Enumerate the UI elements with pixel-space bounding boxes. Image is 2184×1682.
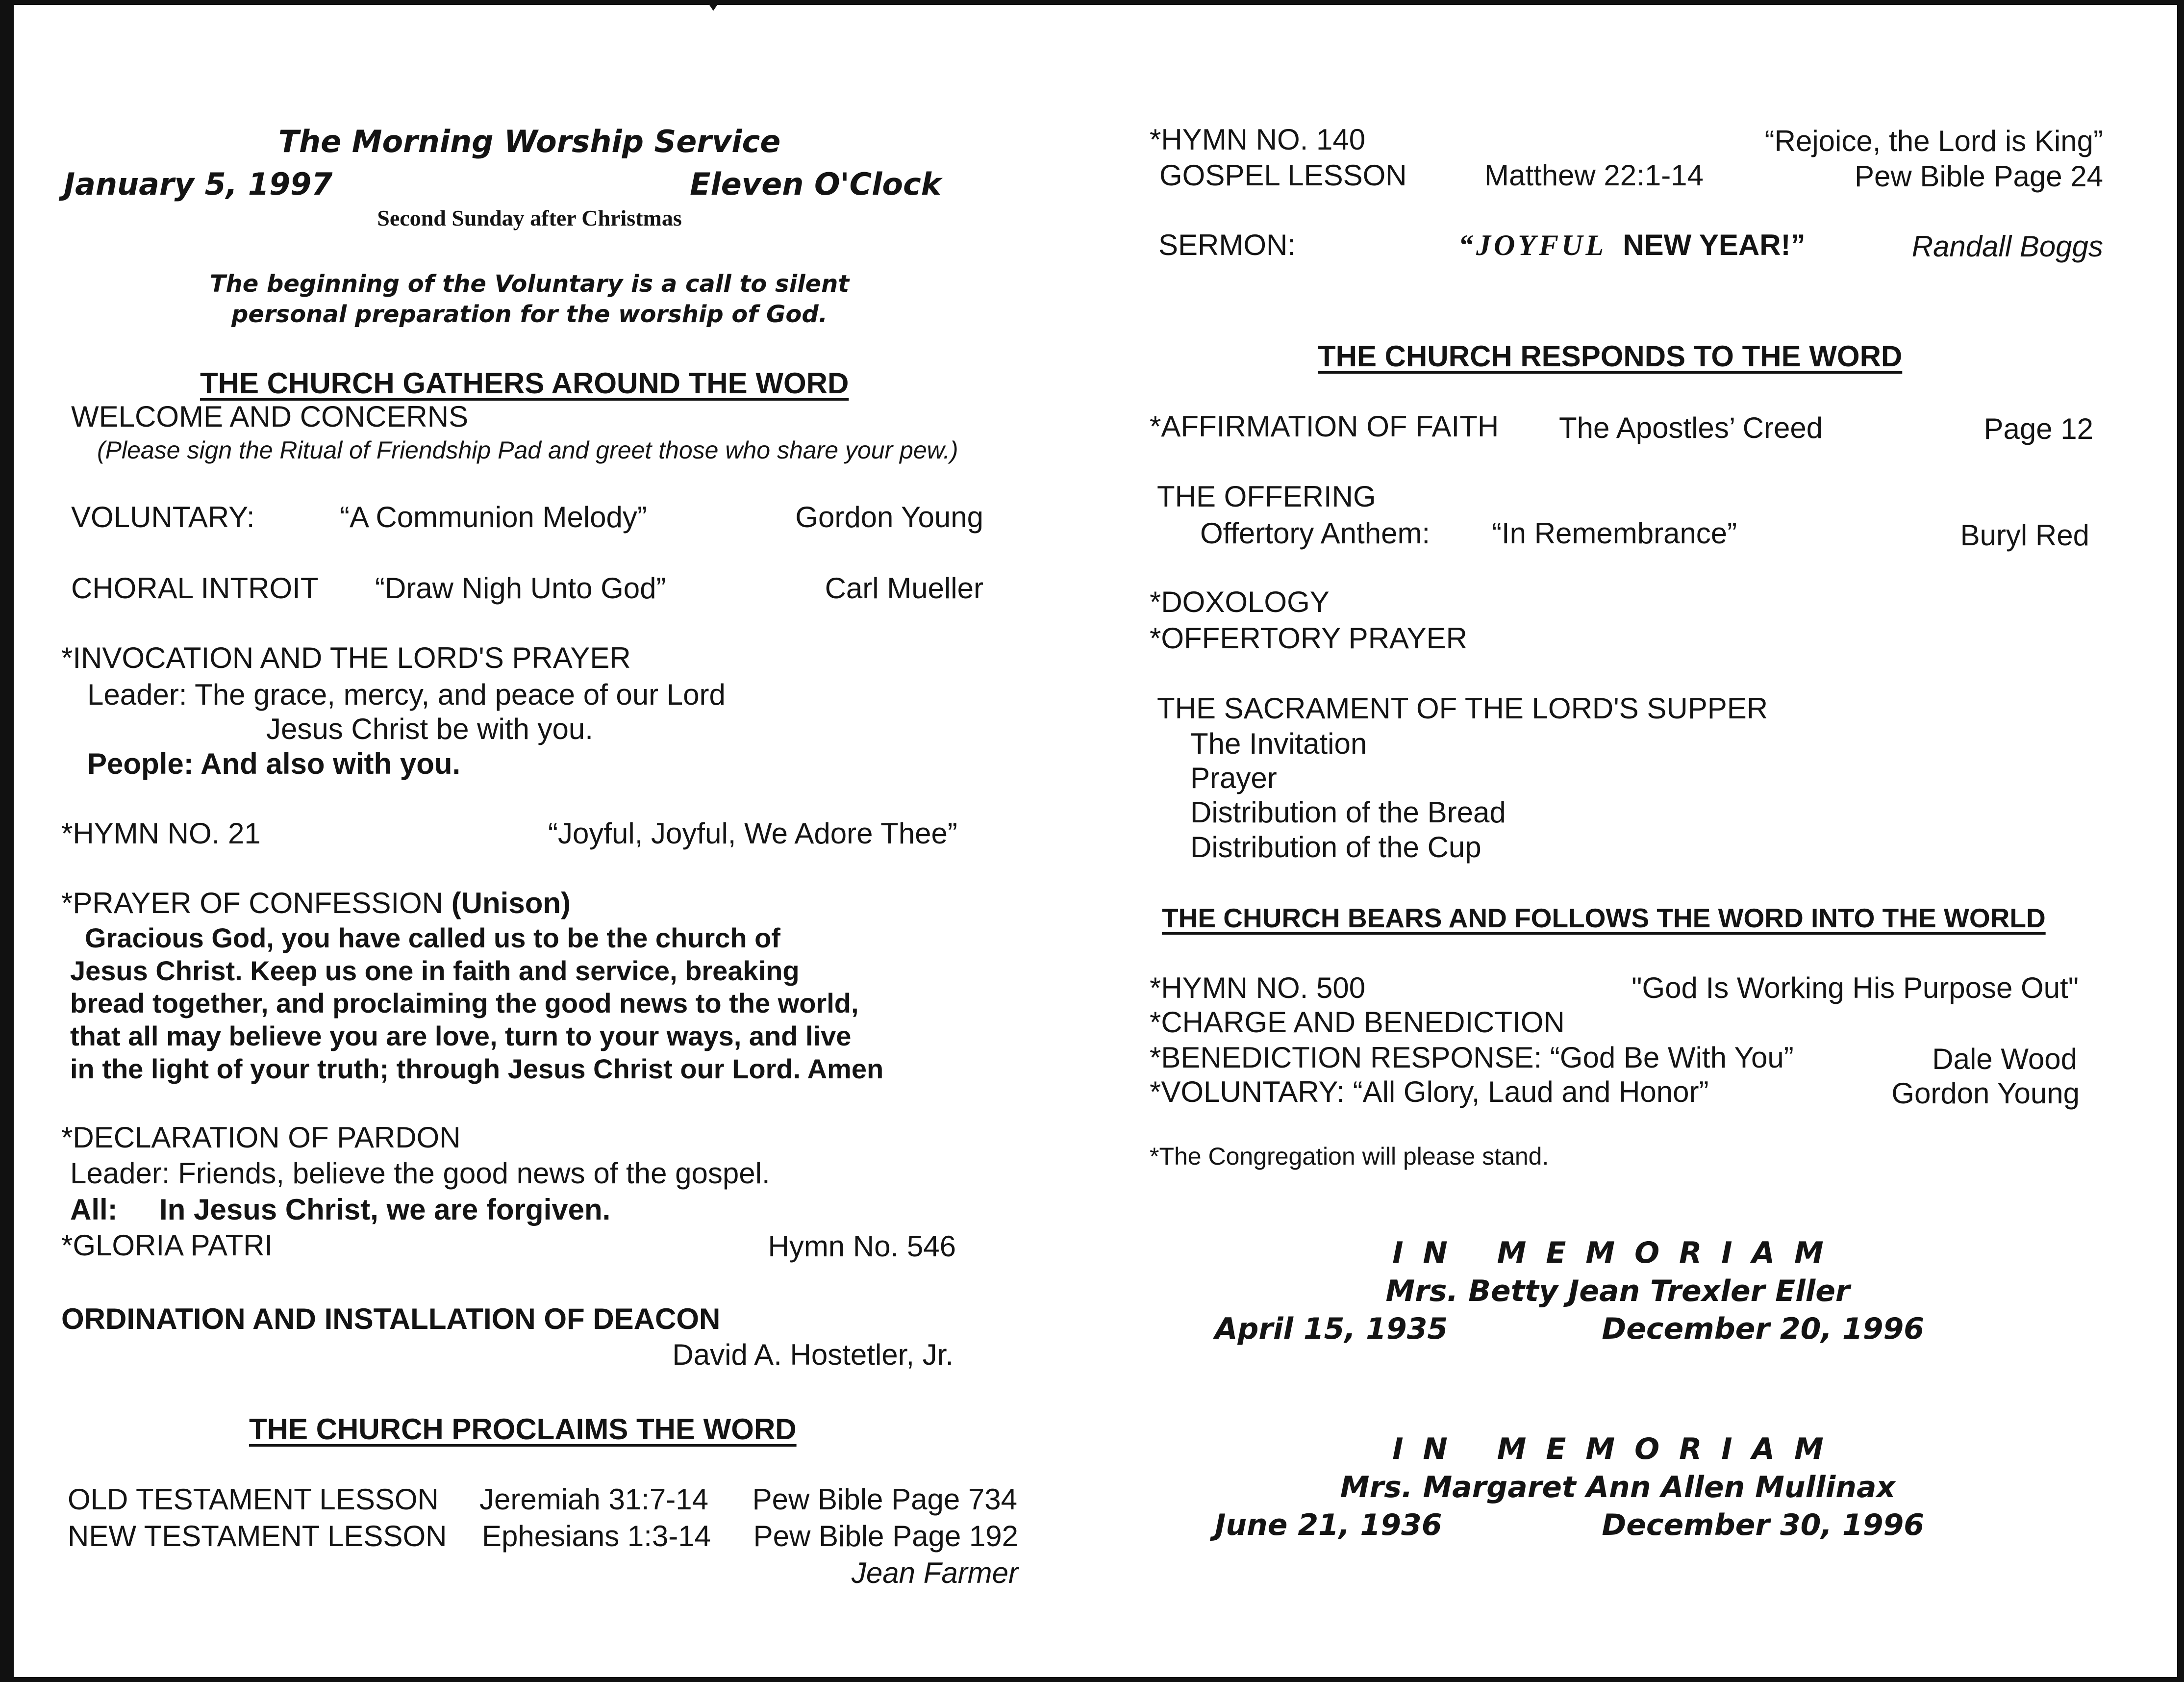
sermon-title-word-1: “JOYFUL bbox=[1458, 229, 1607, 261]
memoriam-born: April 15, 1935 bbox=[1215, 1312, 1448, 1346]
gathers-heading: THE CHURCH GATHERS AROUND THE WORD bbox=[200, 367, 849, 400]
anthem-composer: Buryl Red bbox=[1960, 519, 2089, 552]
stand-note: *The Congregation will please stand. bbox=[1150, 1143, 1549, 1170]
ot-ref: Jeremiah 31:7-14 bbox=[479, 1483, 708, 1516]
sacrament-heading: THE SACRAMENT OF THE LORD'S SUPPER bbox=[1157, 692, 1768, 725]
memoriam-heading: IN MEMORIAM bbox=[1392, 1432, 1843, 1466]
affirmation-title: The Apostles’ Creed bbox=[1559, 411, 1823, 444]
offering-heading: THE OFFERING bbox=[1157, 480, 1376, 513]
voluntary-title: “A Communion Melody” bbox=[340, 501, 647, 534]
invocation: *INVOCATION AND THE LORD'S PRAYER bbox=[61, 641, 631, 674]
introit-composer: Carl Mueller bbox=[825, 572, 983, 605]
pardon-heading: *DECLARATION OF PARDON bbox=[61, 1121, 461, 1154]
benediction-composer: Dale Wood bbox=[1932, 1043, 2077, 1075]
voluntary-note-line-1: The beginning of the Voluntary is a call to silent bbox=[209, 270, 850, 298]
sacrament-item: The Invitation bbox=[1190, 727, 1367, 760]
sacrament-item: Distribution of the Cup bbox=[1190, 831, 1481, 864]
confession-line: bread together, and proclaiming the good news to the world, bbox=[70, 988, 859, 1019]
ordination-heading: ORDINATION AND INSTALLATION OF DEACON bbox=[61, 1302, 721, 1335]
confession-unison: (Unison) bbox=[451, 887, 571, 919]
ot-label: OLD TESTAMENT LESSON bbox=[68, 1483, 439, 1516]
pardon-all-text: In Jesus Christ, we are forgiven. bbox=[159, 1193, 611, 1226]
leader-line-1: Leader: The grace, mercy, and peace of our Lord bbox=[87, 678, 726, 711]
hymn-500-title: "God Is Working His Purpose Out" bbox=[1632, 971, 2079, 1004]
offertory-prayer: *OFFERTORY PRAYER bbox=[1150, 622, 1467, 655]
reader-name: Jean Farmer bbox=[851, 1556, 1018, 1589]
memoriam-born: June 21, 1936 bbox=[1215, 1508, 1442, 1542]
people-response: People: And also with you. bbox=[87, 747, 461, 780]
confession-label-text: *PRAYER OF CONFESSION bbox=[61, 887, 444, 919]
doxology: *DOXOLOGY bbox=[1150, 586, 1330, 618]
service-time: Eleven O'Clock bbox=[690, 166, 941, 202]
anthem-label: Offertory Anthem: bbox=[1200, 517, 1431, 550]
memoriam-died: December 30, 1996 bbox=[1602, 1508, 1924, 1542]
welcome-note: (Please sign the Ritual of Friendship Pad and greet those who share your pew.) bbox=[97, 436, 958, 464]
voluntary-note-line-2: personal preparation for the worship of God. bbox=[231, 301, 828, 328]
deacon-name: David A. Hostetler, Jr. bbox=[672, 1338, 954, 1371]
sacrament-item: Distribution of the Bread bbox=[1190, 796, 1506, 829]
service-date: January 5, 1997 bbox=[64, 166, 333, 202]
proclaims-heading: THE CHURCH PROCLAIMS THE WORD bbox=[249, 1413, 797, 1446]
service-title: The Morning Worship Service bbox=[278, 124, 781, 159]
voluntary-label: VOLUNTARY: bbox=[71, 501, 255, 534]
ot-page: Pew Bible Page 734 bbox=[752, 1483, 1017, 1516]
memoriam-died: December 20, 1996 bbox=[1602, 1312, 1924, 1346]
gloria-patri: *GLORIA PATRI bbox=[61, 1229, 273, 1262]
affirmation-label: *AFFIRMATION OF FAITH bbox=[1150, 410, 1499, 443]
nt-label: NEW TESTAMENT LESSON bbox=[68, 1520, 447, 1553]
bears-heading: THE CHURCH BEARS AND FOLLOWS THE WORD INTO THE WORLD bbox=[1162, 903, 2046, 933]
memoriam-name: Mrs. Margaret Ann Allen Mullinax bbox=[1340, 1470, 1896, 1504]
confession-line: Jesus Christ. Keep us one in faith and service, breaking bbox=[70, 955, 800, 986]
leader-line-2: Jesus Christ be with you. bbox=[266, 713, 593, 745]
memoriam-name: Mrs. Betty Jean Trexler Eller bbox=[1385, 1274, 1850, 1308]
closing-voluntary-composer: Gordon Young bbox=[1891, 1077, 2080, 1110]
responds-heading: THE CHURCH RESPONDS TO THE WORD bbox=[1318, 340, 1903, 373]
hymn-140-label: *HYMN NO. 140 bbox=[1150, 123, 1366, 156]
preacher-name: Randall Boggs bbox=[1911, 230, 2103, 263]
welcome-concerns: WELCOME AND CONCERNS bbox=[71, 400, 469, 433]
pardon-all-label: All: bbox=[70, 1193, 118, 1226]
confession-line: in the light of your truth; through Jesus Christ our Lord. Amen bbox=[70, 1053, 884, 1084]
benediction-response: *BENEDICTION RESPONSE: “God Be With You” bbox=[1150, 1041, 1794, 1074]
introit-title: “Draw Nigh Unto God” bbox=[375, 572, 666, 605]
nt-page: Pew Bible Page 192 bbox=[753, 1520, 1018, 1553]
memoriam-heading: IN MEMORIAM bbox=[1392, 1236, 1843, 1270]
charge-benediction: *CHARGE AND BENEDICTION bbox=[1150, 1006, 1565, 1039]
sacrament-item: Prayer bbox=[1190, 762, 1277, 794]
hymn-21-title: “Joyful, Joyful, We Adore Thee” bbox=[548, 817, 957, 850]
sermon-title-word-2: NEW YEAR!” bbox=[1623, 229, 1806, 261]
introit-label: CHORAL INTROIT bbox=[71, 572, 319, 605]
confession-line: Gracious God, you have called us to be the church of bbox=[85, 922, 780, 953]
nt-ref: Ephesians 1:3-14 bbox=[482, 1520, 711, 1553]
hymn-140-title: “Rejoice, the Lord is King” bbox=[1764, 125, 2103, 157]
affirmation-page: Page 12 bbox=[1983, 412, 2093, 445]
confession-label bbox=[61, 889, 571, 918]
anthem-title: “In Remembrance” bbox=[1492, 517, 1737, 550]
hymn-500-label: *HYMN NO. 500 bbox=[1150, 971, 1366, 1004]
pardon-leader: Leader: Friends, believe the good news of the gospel. bbox=[70, 1157, 770, 1190]
sermon-label: SERMON: bbox=[1158, 229, 1296, 261]
hymn-21-label: *HYMN NO. 21 bbox=[61, 817, 261, 850]
confession-line: that all may believe you are love, turn to your ways, and live bbox=[70, 1020, 852, 1051]
sermon-title bbox=[1458, 230, 1806, 260]
closing-voluntary: *VOLUNTARY: “All Glory, Laud and Honor” bbox=[1150, 1075, 1709, 1108]
gospel-label: GOSPEL LESSON bbox=[1159, 159, 1407, 192]
gospel-ref: Matthew 22:1-14 bbox=[1484, 159, 1704, 192]
service-occasion: Second Sunday after Christmas bbox=[377, 205, 682, 230]
gospel-page: Pew Bible Page 24 bbox=[1854, 160, 2103, 193]
gloria-hymn: Hymn No. 546 bbox=[768, 1230, 956, 1263]
voluntary-composer: Gordon Young bbox=[795, 501, 983, 534]
